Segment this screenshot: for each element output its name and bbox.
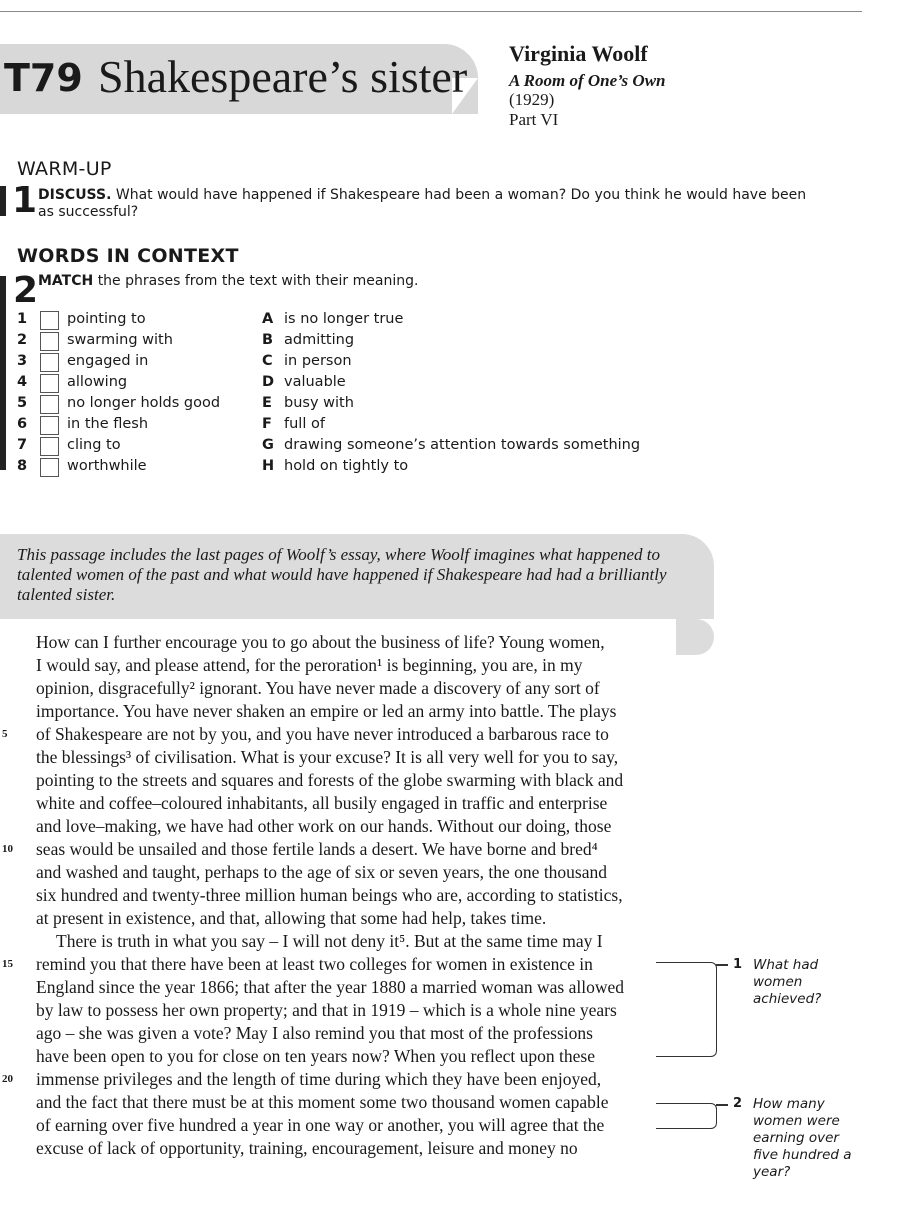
intro-text bbox=[17, 545, 707, 605]
author-name: Virginia Woolf bbox=[509, 41, 648, 66]
passage-line: by law to possess her own property; and that in 1919 – which is a whole nine years bbox=[36, 1000, 617, 1020]
passage-line: six hundred and twenty-three million human beings who are, according to statistics, bbox=[36, 885, 623, 905]
passage-line: and washed and taught, perhaps to the age of six or seven years, the one thousand bbox=[36, 862, 608, 882]
question-1-line: What had bbox=[753, 957, 819, 973]
phrase-number: 8 bbox=[17, 458, 28, 474]
question-1-bracket bbox=[656, 962, 717, 1057]
question-1-line: women bbox=[753, 974, 803, 990]
top-rule bbox=[0, 11, 862, 12]
passage-line: pointing to the streets and squares and forests of the globe swarming with black and bbox=[36, 770, 624, 790]
passage-line: seas would be unsailed and those fertile lands a desert. We have borne and bred⁴ bbox=[36, 839, 598, 859]
task-1-number: 1 bbox=[12, 180, 38, 221]
passage-line: at present in existence, and that, allowing that some had help, takes time. bbox=[36, 908, 547, 928]
work-part: Part VI bbox=[509, 110, 559, 129]
phrase-number: 7 bbox=[17, 437, 28, 453]
question-2-line: five hundred a bbox=[753, 1147, 852, 1163]
intro-line: talented women of the past and what would have happened if Shakespeare had had a brilliantly bbox=[17, 565, 667, 584]
match-row bbox=[17, 372, 717, 393]
task-1-prompt bbox=[38, 187, 806, 204]
line-number: 5 bbox=[2, 728, 8, 740]
passage-line: I would say, and please attend, for the peroration¹ is beginning, you are, in my bbox=[36, 655, 583, 675]
passage-line: white and coffee–coloured inhabitants, all busily engaged in traffic and enterprise bbox=[36, 793, 608, 813]
phrase-text: no longer holds good bbox=[67, 395, 221, 411]
meaning-letter: B bbox=[262, 332, 274, 348]
passage-line: excuse of lack of opportunity, training, encouragement, leisure and money no bbox=[36, 1138, 578, 1158]
intro-tab bbox=[676, 619, 714, 655]
intro-line: talented sister. bbox=[17, 585, 116, 604]
match-row bbox=[17, 393, 717, 414]
question-2-line: How many bbox=[753, 1096, 825, 1112]
answer-box[interactable] bbox=[40, 374, 59, 393]
question-1-number: 1 bbox=[733, 957, 743, 972]
phrase-number: 1 bbox=[17, 311, 28, 327]
passage-line: of earning over five hundred a year in one way or another, you will agree that the bbox=[36, 1115, 605, 1135]
meaning-letter: G bbox=[262, 437, 274, 453]
meaning-text: drawing someone’s attention towards something bbox=[284, 437, 641, 453]
phrase-text: worthwhile bbox=[67, 458, 147, 474]
page-title: Shakespeare’s sister bbox=[98, 51, 468, 102]
phrase-number: 3 bbox=[17, 353, 28, 369]
meaning-text: in person bbox=[284, 353, 352, 369]
answer-box[interactable] bbox=[40, 437, 59, 456]
question-1-line: achieved? bbox=[753, 991, 822, 1007]
line-number: 10 bbox=[2, 843, 13, 855]
meaning-text: admitting bbox=[284, 332, 355, 348]
question-2-continued bbox=[753, 1113, 852, 1181]
match-row bbox=[17, 414, 717, 435]
passage-line: have been open to you for close on ten years now? When you reflect upon these bbox=[36, 1046, 596, 1066]
answer-box[interactable] bbox=[40, 395, 59, 414]
passage-line: How can I further encourage you to go about the business of life? Young women, bbox=[36, 632, 605, 652]
answer-box[interactable] bbox=[40, 332, 59, 351]
task-1-bar bbox=[0, 186, 6, 216]
phrase-text: engaged in bbox=[67, 353, 149, 369]
question-1-continued bbox=[753, 974, 821, 1008]
task-2-bar bbox=[0, 276, 6, 470]
passage-line: There is truth in what you say – I will not deny it⁵. But at the same time may I bbox=[56, 931, 603, 951]
match-row bbox=[17, 351, 717, 372]
question-2-bracket bbox=[656, 1103, 717, 1129]
task-2-keyword: MATCH bbox=[38, 273, 94, 289]
work-title: A Room of One’s Own bbox=[509, 71, 666, 90]
passage-line: remind you that there have been at least two colleges for women in existence in bbox=[36, 954, 593, 974]
match-row bbox=[17, 435, 717, 456]
match-row bbox=[17, 456, 717, 477]
answer-box[interactable] bbox=[40, 353, 59, 372]
passage-line: and love–making, we have had other work on our hands. Without our doing, those bbox=[36, 816, 612, 836]
passage-line: importance. You have never shaken an empire or led an army into battle. The plays bbox=[36, 701, 617, 721]
question-2-line: year? bbox=[753, 1164, 791, 1180]
meaning-letter: A bbox=[262, 311, 274, 327]
answer-box[interactable] bbox=[40, 311, 59, 330]
answer-box[interactable] bbox=[40, 416, 59, 435]
work-year: (1929) bbox=[509, 90, 555, 109]
task-2-prompt bbox=[38, 273, 418, 290]
meaning-text: hold on tightly to bbox=[284, 458, 409, 474]
question-1-tick bbox=[716, 964, 728, 966]
question-1-text bbox=[753, 957, 818, 974]
meaning-letter: E bbox=[262, 395, 272, 411]
phrase-number: 2 bbox=[17, 332, 28, 348]
question-2-tick bbox=[716, 1104, 728, 1106]
answer-box[interactable] bbox=[40, 458, 59, 477]
meaning-text: full of bbox=[284, 416, 325, 432]
task-1-text-line2: as successful? bbox=[38, 204, 139, 220]
passage-line: ago – she was given a vote? May I also remind you that most of the professions bbox=[36, 1023, 593, 1043]
passage-line: of Shakespeare are not by you, and you have never introduced a barbarous race to bbox=[36, 724, 609, 744]
match-row bbox=[17, 309, 717, 330]
line-number: 20 bbox=[2, 1073, 13, 1085]
text-code: T79 bbox=[4, 56, 83, 100]
task-2-number: 2 bbox=[13, 270, 39, 311]
question-2-number: 2 bbox=[733, 1096, 743, 1111]
meaning-letter: H bbox=[262, 458, 275, 474]
passage-line: immense privileges and the length of time during which they have been enjoyed, bbox=[36, 1069, 602, 1089]
passage-line: England since the year 1866; that after the year 1880 a married woman was allowed bbox=[36, 977, 624, 997]
line-number: 15 bbox=[2, 958, 13, 970]
task-1-text-line1: What would have happened if Shakespeare had been a woman? Do you think he would have been bbox=[115, 187, 807, 203]
warmup-heading: WARM-UP bbox=[17, 158, 112, 180]
meaning-text: is no longer true bbox=[284, 311, 404, 327]
meaning-text: valuable bbox=[284, 374, 346, 390]
task-2-text: the phrases from the text with their meaning. bbox=[97, 273, 419, 289]
phrase-number: 5 bbox=[17, 395, 28, 411]
meaning-letter: D bbox=[262, 374, 275, 390]
passage-line: the blessings³ of civilisation. What is your excuse? It is all very well for you to say, bbox=[36, 747, 619, 767]
passage-line: and the fact that there must be at this moment some two thousand women capable bbox=[36, 1092, 609, 1112]
passage-line: opinion, disgracefully² ignorant. You have never made a discovery of any sort of bbox=[36, 678, 600, 698]
phrase-number: 4 bbox=[17, 374, 28, 390]
meaning-letter: F bbox=[262, 416, 272, 432]
phrase-number: 6 bbox=[17, 416, 28, 432]
phrase-text: in the flesh bbox=[67, 416, 149, 432]
phrase-text: pointing to bbox=[67, 311, 146, 327]
task-1-keyword: DISCUSS. bbox=[38, 187, 112, 203]
meaning-text: busy with bbox=[284, 395, 354, 411]
match-row bbox=[17, 330, 717, 351]
phrase-text: allowing bbox=[67, 374, 128, 390]
question-2-text bbox=[753, 1096, 825, 1113]
words-in-context-heading: WORDS IN CONTEXT bbox=[17, 245, 239, 267]
meaning-letter: C bbox=[262, 353, 273, 369]
question-2-line: earning over bbox=[753, 1130, 839, 1146]
intro-line: This passage includes the last pages of Woolf’s essay, where Woolf imagines what happened to bbox=[17, 545, 660, 564]
phrase-text: swarming with bbox=[67, 332, 173, 348]
phrase-text: cling to bbox=[67, 437, 121, 453]
question-2-line: women were bbox=[753, 1113, 840, 1129]
